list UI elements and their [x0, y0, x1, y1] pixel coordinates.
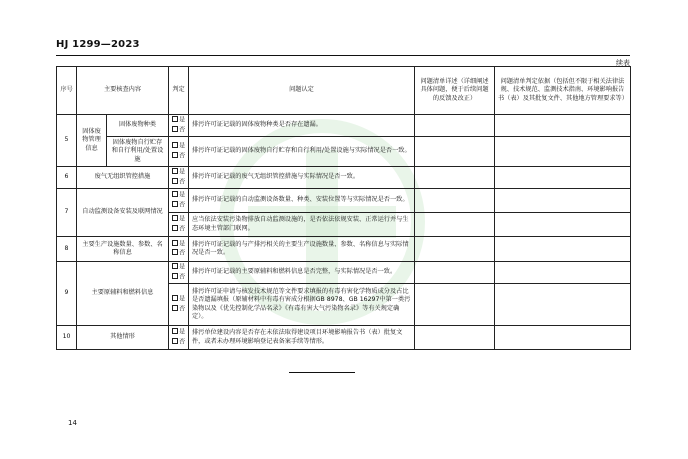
basis-cell[interactable] — [495, 167, 631, 189]
judge-no-option[interactable]: 否 — [172, 338, 185, 347]
judge-yes-option[interactable]: 是 — [172, 263, 185, 272]
judge-cell — [169, 213, 189, 237]
checkbox-icon — [172, 338, 178, 344]
judge-no-option[interactable]: 否 — [172, 126, 185, 135]
basis-cell[interactable] — [495, 326, 631, 350]
basis-cell[interactable] — [495, 115, 631, 137]
row-seq: 7 — [57, 189, 77, 237]
row-seq: 6 — [57, 167, 77, 189]
row-group: 固体废物管理信息 — [77, 115, 107, 167]
judge-yes-option[interactable]: 是 — [172, 215, 185, 224]
checkbox-icon — [172, 295, 178, 301]
page-number: 14 — [68, 419, 77, 427]
table-header-row — [57, 67, 631, 115]
judge-no-option[interactable]: 否 — [172, 305, 185, 314]
row-subitem: 固体废物自行贮存和自行利用/处置设施 — [107, 137, 169, 167]
row-content: 自动监测设备安装及联网情况 — [77, 189, 169, 237]
header-rule — [56, 55, 630, 56]
judge-no-option[interactable]: 否 — [172, 201, 185, 210]
row-issue: 排污单位建设内容是否存在未依法取得建设项目环境影响报告书（表）批复文件，或者未办理环境影响登记表备案手续等情形。 — [189, 326, 415, 350]
checkbox-icon — [172, 249, 178, 255]
judge-yes-option[interactable]: 是 — [172, 191, 185, 200]
checklist-table — [56, 66, 631, 350]
basis-cell[interactable] — [495, 262, 631, 284]
judge-no-option[interactable]: 否 — [172, 178, 185, 187]
judge-cell — [169, 284, 189, 326]
checkbox-icon — [172, 225, 178, 231]
judge-cell — [169, 137, 189, 167]
judge-no-option[interactable]: 否 — [172, 273, 185, 282]
basis-cell[interactable] — [495, 237, 631, 262]
col-header-basis: 问题清单判定依据（包括但不限于相关法律法规、技术规范、监测技术指南、环境影响报告书（表）及其批复文件、其他地方管理要求等） — [495, 67, 631, 115]
row-issue: 排污许可证记载的固体废物种类是否存在遗漏。 — [189, 115, 415, 137]
table-row — [57, 262, 631, 284]
judge-cell — [169, 262, 189, 284]
checkbox-icon — [172, 152, 178, 158]
judge-no-option[interactable]: 否 — [172, 225, 185, 234]
basis-cell[interactable] — [495, 213, 631, 237]
row-issue: 排污许可证申请与核发技术规范等文件要求填报的有毒有害化学物质成分及占比是否遗漏填报（原辅材料中有毒有害成分根据GB 8978、GB 16297中第一类污染物以及《优先控制化学品名录》《有毒有害大气污染物名录》等有关规定确定）。 — [189, 284, 415, 326]
judge-yes-option[interactable]: 是 — [172, 168, 185, 177]
row-content: 主要原辅料和燃料信息 — [77, 262, 169, 326]
col-header-seq: 序号 — [57, 67, 77, 115]
row-issue: 排污许可证记载的与产排污相关的主要生产设施数量、参数、名称信息与实际情况是否一致。 — [189, 237, 415, 262]
row-seq: 5 — [57, 115, 77, 167]
row-content: 其他情形 — [77, 326, 169, 350]
checkbox-icon — [172, 215, 178, 221]
checkbox-icon — [172, 305, 178, 311]
judge-no-option[interactable]: 否 — [172, 152, 185, 161]
detail-cell[interactable] — [415, 137, 495, 167]
judge-cell — [169, 237, 189, 262]
checkbox-icon — [172, 142, 178, 148]
judge-yes-option[interactable]: 是 — [172, 295, 185, 304]
basis-cell[interactable] — [495, 284, 631, 326]
col-header-judge: 判定 — [169, 67, 189, 115]
checkbox-icon — [172, 116, 178, 122]
row-issue: 排污许可证记载的主要原辅料和燃料信息是否完整，与实际情况是否一致。 — [189, 262, 415, 284]
col-header-issue: 问题认定 — [189, 67, 415, 115]
detail-cell[interactable] — [415, 167, 495, 189]
row-issue: 排污许可证记载的废气无组织管控措施与实际情况是否一致。 — [189, 167, 415, 189]
row-content: 主要生产设施数量、参数、名称信息 — [77, 237, 169, 262]
detail-cell[interactable] — [415, 189, 495, 213]
table-row — [57, 237, 631, 262]
end-rule — [289, 372, 355, 373]
judge-no-option[interactable]: 否 — [172, 249, 185, 258]
judge-yes-option[interactable]: 是 — [172, 116, 185, 125]
detail-cell[interactable] — [415, 326, 495, 350]
detail-cell[interactable] — [415, 237, 495, 262]
checkbox-icon — [172, 168, 178, 174]
checkbox-icon — [172, 191, 178, 197]
col-header-content: 主要核查内容 — [77, 67, 169, 115]
row-seq: 8 — [57, 237, 77, 262]
table-row — [57, 115, 631, 137]
checkbox-icon — [172, 178, 178, 184]
row-seq: 9 — [57, 262, 77, 326]
judge-cell — [169, 326, 189, 350]
row-issue: 排污许可证记载的固体废物自行贮存和自行利用/处置设施与实际情况是否一致。 — [189, 137, 415, 167]
detail-cell[interactable] — [415, 115, 495, 137]
judge-cell — [169, 115, 189, 137]
detail-cell[interactable] — [415, 213, 495, 237]
judge-cell — [169, 189, 189, 213]
detail-cell[interactable] — [415, 262, 495, 284]
checkbox-icon — [172, 263, 178, 269]
table-row — [57, 137, 631, 167]
checkbox-icon — [172, 240, 178, 246]
judge-yes-option[interactable]: 是 — [172, 142, 185, 151]
checkbox-icon — [172, 201, 178, 207]
col-header-detail: 问题清单详述（详细阐述具体问题，便于后续问题的反馈及改正） — [415, 67, 495, 115]
document-id: HJ 1299—2023 — [56, 39, 140, 50]
table-row — [57, 326, 631, 350]
row-issue: 应当依法安装污染物排放自动监测设施的，是否依法依规安装、正常运行并与生态环境主管部门联网。 — [189, 213, 415, 237]
table-row — [57, 189, 631, 213]
checkbox-icon — [172, 273, 178, 279]
checkbox-icon — [172, 126, 178, 132]
row-seq: 10 — [57, 326, 77, 350]
judge-yes-option[interactable]: 是 — [172, 328, 185, 337]
detail-cell[interactable] — [415, 284, 495, 326]
row-content: 废气无组织管控措施 — [77, 167, 169, 189]
basis-cell[interactable] — [495, 137, 631, 167]
table-row — [57, 167, 631, 189]
judge-cell — [169, 167, 189, 189]
continued-label: 续表 — [616, 59, 630, 67]
checkbox-icon — [172, 328, 178, 334]
judge-yes-option[interactable]: 是 — [172, 240, 185, 249]
row-subitem: 固体废物种类 — [107, 115, 169, 137]
basis-cell[interactable] — [495, 189, 631, 213]
row-issue: 排污许可证记载的自动监测设备数量、种类、安装位置等与实际情况是否一致。 — [189, 189, 415, 213]
